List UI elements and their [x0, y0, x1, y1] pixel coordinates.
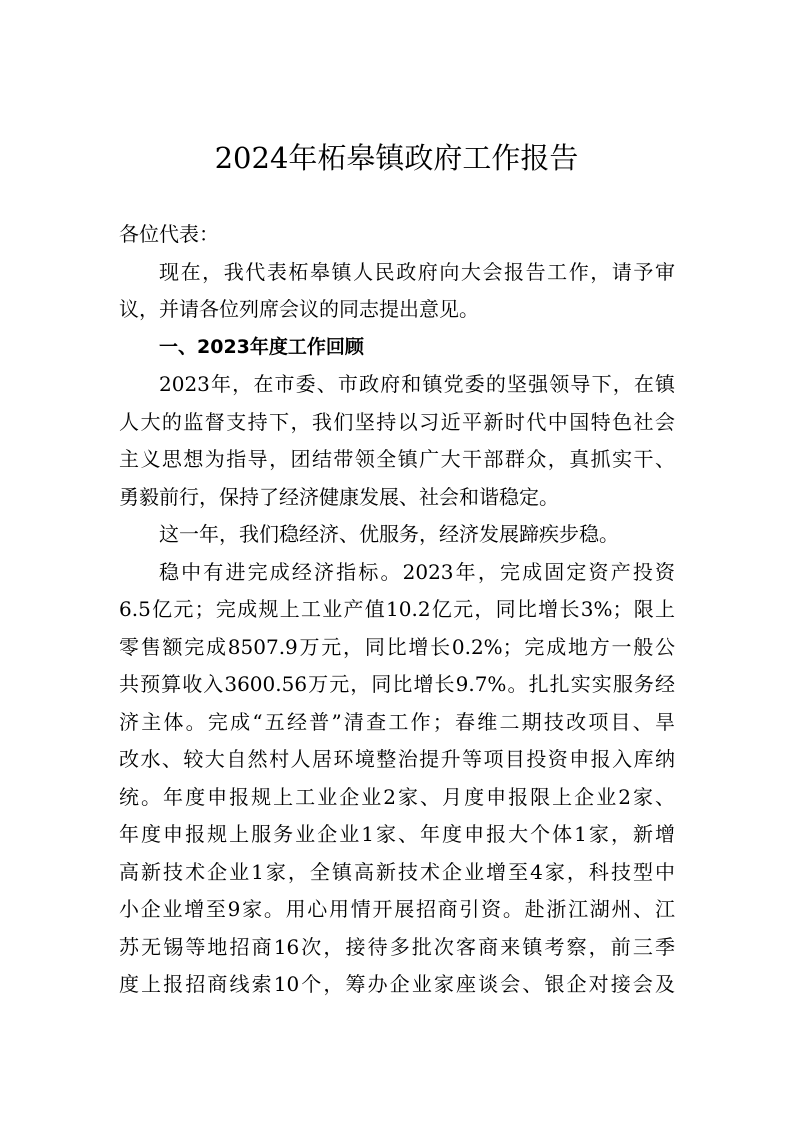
text-line: 现在，我代表柘皋镇人民政府向大会报告工作，请予审: [159, 259, 675, 284]
text-line: 2023年，在市委、市政府和镇党委的坚强领导下，在镇: [159, 372, 675, 396]
text-line: 高新技术企业1家，全镇高新技术企业增至4家，科技型中: [119, 859, 675, 884]
text-line: 统。年度申报规上工业企业2家、月度申报限上企业2家、: [119, 784, 675, 809]
paragraph-economy-intro: [119, 516, 675, 554]
document-body: [119, 216, 675, 1004]
salutation: 各位代表：: [119, 222, 219, 246]
paragraph-review-summary: [119, 366, 675, 516]
text-line: 改水、较大自然村人居环境整治提升等项目投资申报入库纳: [119, 747, 675, 771]
paragraph-economy-details: [119, 554, 675, 1004]
text-line: 度上报招商线索10个，筹办企业家座谈会、银企对接会及: [119, 972, 675, 996]
text-line: 勇毅前行，保持了经济健康发展、社会和谐稳定。: [119, 484, 559, 509]
text-line: 零售额完成8507.9万元，同比增长0.2%；完成地方一般公: [119, 634, 675, 659]
text-line: 小企业增至9家。用心用情开展招商引资。赴浙江湖州、江: [119, 897, 675, 921]
text-line: 年度申报规上服务业企业1家、年度申报大个体1家，新增: [119, 822, 675, 846]
text-line: 济主体。完成“五经普”清查工作；春维二期技改项目、旱: [119, 709, 675, 734]
document-title: 2024年柘皋镇政府工作报告: [214, 141, 579, 175]
text-line: 这一年，我们稳经济、优服务，经济发展蹄疾步稳。: [159, 522, 619, 546]
text-line: 人大的监督支持下，我们坚持以习近平新时代中国特色社会: [119, 409, 675, 434]
text-line: 6.5亿元；完成规上工业产值10.2亿元，同比增长3%；限上: [119, 597, 675, 621]
text-line: 稳中有进完成经济指标。2023年，完成固定资产投资: [159, 559, 675, 584]
section-heading: 一、2023年度工作回顾: [159, 335, 364, 358]
text-line: 共预算收入3600.56万元，同比增长9.7%。扎扎实实服务经: [119, 672, 675, 696]
text-line: 苏无锡等地招商16次，接待多批次客商来镇考察，前三季: [119, 934, 675, 959]
text-line: 议，并请各位列席会议的同志提出意见。: [119, 297, 479, 321]
text-line: 主义思想为指导，团结带领全镇广大干部群众，真抓实干、: [119, 447, 675, 471]
intro-paragraph: [119, 254, 675, 329]
